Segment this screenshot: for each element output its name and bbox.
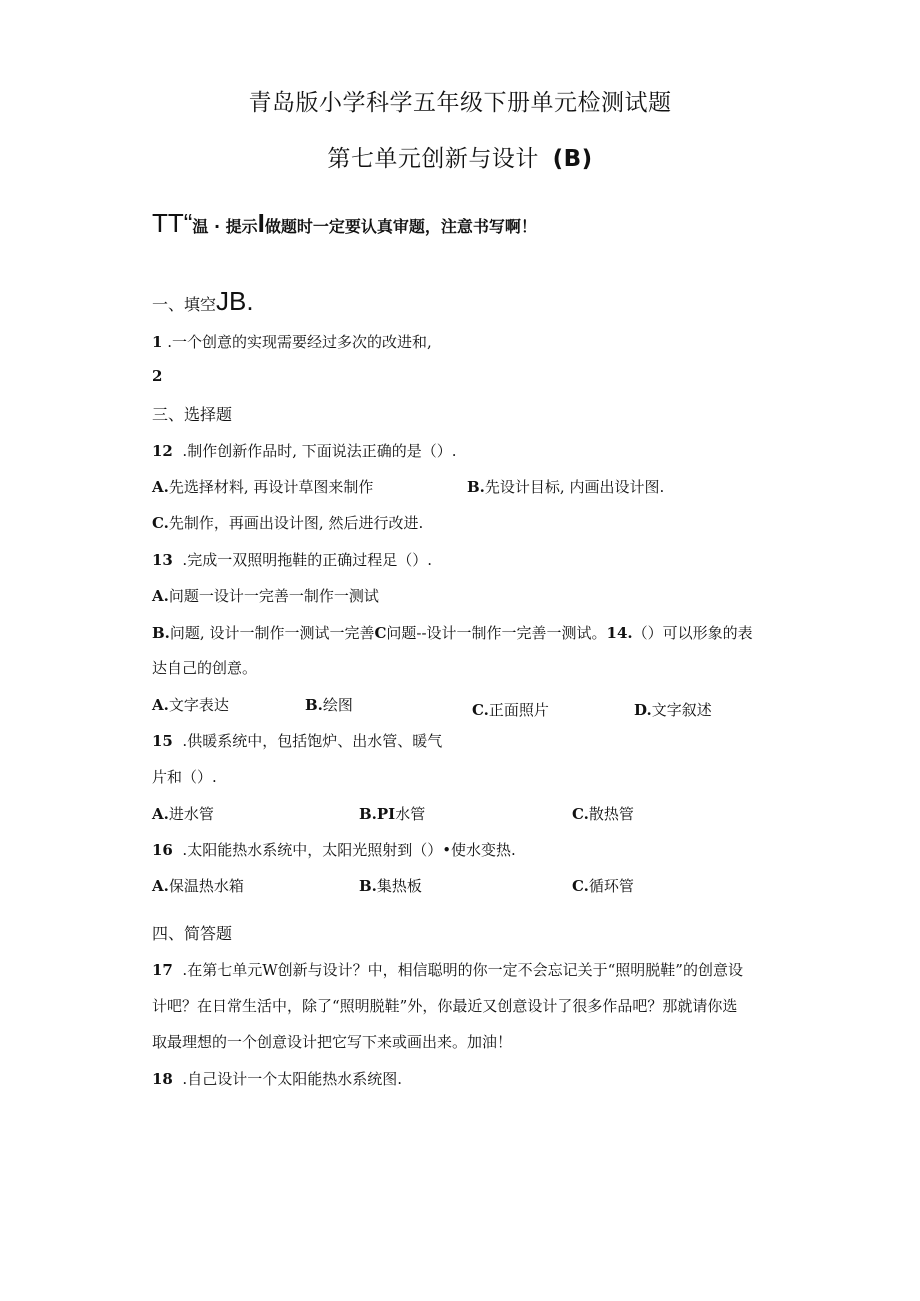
q13-option-a <box>152 585 379 606</box>
question-number: 17 <box>152 961 173 979</box>
q13-option-b-c-q14 <box>152 622 753 643</box>
option-letter: A. <box>152 805 169 823</box>
q14-option-a <box>152 694 229 715</box>
option-text: 循环管 <box>588 877 634 895</box>
section-fill-blank-suffix: JB. <box>216 286 254 316</box>
option-text: 问题, 设计一制作一测试一完善 <box>169 624 375 642</box>
option-text: 保温热水箱 <box>168 877 244 895</box>
option-letter: B. <box>467 478 485 496</box>
q16-option-c <box>572 875 634 896</box>
question-14-number: 14. <box>606 624 633 642</box>
option-text: 绘图 <box>322 696 353 714</box>
question-text: .自己设计一个太阳能热水系统图. <box>182 1070 402 1088</box>
option-letter: A. <box>152 478 169 496</box>
question-13 <box>152 549 432 570</box>
option-letter: C <box>374 624 387 642</box>
option-text: 问题一设计一完善一制作一测试 <box>168 587 379 605</box>
option-text: 先选择材料, 再设计草图来制作 <box>168 478 374 496</box>
q15-option-b <box>359 803 425 824</box>
tip-prefix: TT“ <box>152 208 193 238</box>
question-number: 1 <box>152 333 163 351</box>
question-2-number: 2 <box>152 367 163 385</box>
option-letter: C. <box>472 701 489 719</box>
question-17-line-3: 取最理想的一个创意设计把它写下来或画出来。加油！ <box>152 1033 513 1051</box>
question-16 <box>152 839 516 860</box>
option-letter: B. <box>152 624 170 642</box>
tip-bar: I <box>257 208 265 238</box>
question-text: .供暖系统中，包括饱炉、出水管、暖气 <box>182 732 443 750</box>
q12-option-b <box>467 476 664 497</box>
option-text: 文字表达 <box>168 696 229 714</box>
option-letter: B. <box>359 877 377 895</box>
section-fill-blank-prefix: 一、填空 <box>152 295 217 314</box>
unit-title-suffix: (B) <box>552 146 593 172</box>
option-text: 水管 <box>395 805 426 823</box>
question-15-continued: 片和（）. <box>152 768 217 786</box>
question-15 <box>152 730 442 751</box>
q16-option-b <box>359 875 422 896</box>
unit-title <box>0 140 920 173</box>
tip-line <box>152 208 537 239</box>
question-17 <box>152 959 743 980</box>
question-number: 16 <box>152 841 173 859</box>
option-text: 正面照片 <box>488 701 549 719</box>
section-short-answer: 四、简答题 <box>152 924 233 943</box>
section-choice: 三、选择题 <box>152 405 233 424</box>
q12-option-c <box>152 512 423 533</box>
question-14-text: （）可以形象的表 <box>632 624 753 642</box>
q14-option-d <box>634 699 712 720</box>
q15-option-a <box>152 803 214 824</box>
tip-text: 做题时一定要认真审题，注意书写啊！ <box>264 217 537 236</box>
question-14-continued: 达自己的创意。 <box>152 659 258 677</box>
exam-title: 青岛版小学科学五年级下册单元检测试题 <box>248 90 672 116</box>
question-number: 15 <box>152 732 173 750</box>
question-text: .太阳能热水系统中，太阳光照射到（）•使水变热. <box>182 841 516 859</box>
q15-option-c <box>572 803 634 824</box>
option-text: 集热板 <box>376 877 422 895</box>
option-text: 进水管 <box>168 805 214 823</box>
option-letter: B. <box>305 696 323 714</box>
question-12 <box>152 440 457 461</box>
section-fill-blank <box>152 286 254 317</box>
q14-option-b <box>305 694 353 715</box>
option-letter: B.PI <box>359 805 396 823</box>
question-18 <box>152 1068 402 1089</box>
option-text: 文字叙述 <box>651 701 712 719</box>
tip-label: 温 · 提示 <box>192 217 258 236</box>
option-letter: D. <box>634 701 652 719</box>
question-1 <box>152 331 432 352</box>
question-text: .一个创意的实现需要经过多次的改进和, <box>167 333 432 351</box>
option-letter: A. <box>152 696 169 714</box>
option-letter: A. <box>152 877 169 895</box>
option-text: 问题--设计一制作一完善一测试。 <box>386 624 607 642</box>
unit-title-text: 第七单元创新与设计 <box>327 146 539 172</box>
option-text: 先设计目标, 内画出设计图. <box>484 478 665 496</box>
option-letter: C. <box>152 514 169 532</box>
q12-option-a <box>152 476 373 497</box>
question-number: 13 <box>152 551 173 569</box>
question-text: .制作创新作品时, 下面说法正确的是（）. <box>182 442 457 460</box>
option-text: 先制作，再画出设计图, 然后进行改进. <box>168 514 424 532</box>
q16-option-a <box>152 875 244 896</box>
q14-option-c <box>472 699 549 720</box>
option-letter: C. <box>572 805 589 823</box>
question-text: .在第七单元W创新与设计？中，相信聪明的你一定不会忘记关于“照明脱鞋”的创意设 <box>182 961 743 979</box>
question-number: 18 <box>152 1070 173 1088</box>
option-letter: C. <box>572 877 589 895</box>
option-letter: A. <box>152 587 169 605</box>
question-number: 12 <box>152 442 173 460</box>
question-text: .完成一双照明拖鞋的正确过程足（）. <box>182 551 432 569</box>
question-17-line-2: 计吧？在日常生活中，除了“照明脱鞋”外，你最近又创意设计了很多作品吧？那就请你选 <box>152 997 738 1015</box>
option-text: 散热管 <box>588 805 634 823</box>
